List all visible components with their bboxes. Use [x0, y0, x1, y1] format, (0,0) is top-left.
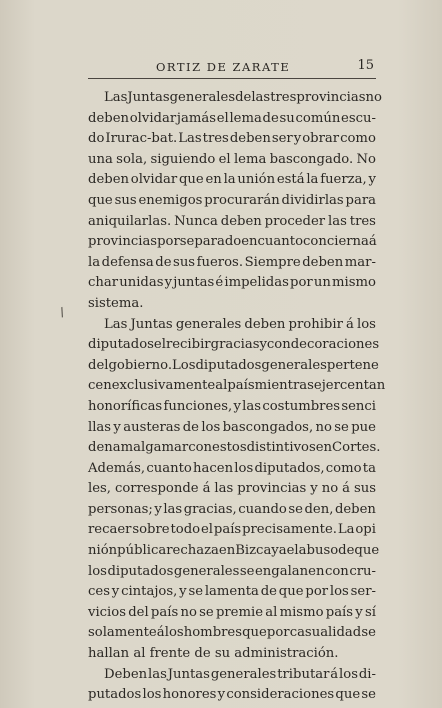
- text-line: aniquilarlas. Nunca deben proceder las tres: [88, 213, 376, 229]
- text-line: del gobierno. Los diputados generales pertene: [88, 357, 379, 373]
- text-line: la defensa de sus fueros. Siempre deben mar-: [88, 254, 376, 270]
- text-line: recaer sobre todo el país precisamente. La opi: [88, 522, 376, 538]
- text-line: Además, cuanto hacen los diputados, como ta: [88, 460, 376, 476]
- text-line: den amalgamar con estos distintivos en Cortes.: [88, 440, 381, 456]
- text-line: Las Juntas generales deben prohibir á los: [104, 316, 376, 332]
- text-line: putados los honores y consideraciones que se: [88, 687, 376, 703]
- text-line: una sola, siguiendo el lema bascongado. No: [88, 151, 376, 167]
- text-line: Las Juntas generales de las tres provincias no: [104, 90, 382, 105]
- running-head: ORTIZ DE ZARATE: [156, 60, 291, 74]
- text-line: solamente á los hombres que por casualidad se: [88, 625, 376, 641]
- text-line: personas; y las gracias, cuando se den, deben: [88, 501, 376, 517]
- text-line: sistema.: [88, 295, 144, 311]
- text-line: que sus enemigos procurarán dividirlas para: [88, 192, 376, 208]
- text-line: cen exclusivamente al país mientras ejercen tan: [88, 378, 386, 394]
- text-line: les, corresponde á las provincias y no á sus: [88, 481, 376, 497]
- body-text: [88, 88, 386, 706]
- text-line: llas y austeras de los bascongados, no se pue: [88, 419, 376, 435]
- text-line: provincias por separado en cuanto concierna á: [88, 234, 377, 250]
- text-line: vicios del país no se premie al mismo país y sí: [88, 604, 376, 620]
- text-line: char unidas y juntas é impelidas por un mismo: [88, 275, 376, 291]
- margin-pencil-mark: /: [57, 304, 67, 320]
- text-line: diputados el recibir gracias y condecoraciones: [88, 337, 380, 353]
- text-line: honoríficas funciones, y las costumbres senci: [88, 398, 376, 414]
- text-line: hallan al frente de su administración.: [88, 646, 339, 662]
- text-line: ces y cintajos, y se lamenta de que por los ser-: [88, 584, 376, 600]
- text-line: nión pública rechaza en Bizcaya el abuso de que: [88, 543, 380, 559]
- text-line: Deben las Juntas generales tributar á los di-: [104, 666, 376, 682]
- text-line: deben olvidar que en la unión está la fuerza, y: [88, 172, 376, 188]
- page-header: [88, 58, 376, 79]
- text-line: deben olvidar jamás el lema de su común escu-: [88, 110, 376, 126]
- text-line: do Irurac-bat. Las tres deben ser y obrar como: [88, 131, 376, 147]
- page-number: 15: [357, 58, 374, 73]
- text-line: los diputados generales se engalanen con cru-: [88, 563, 376, 579]
